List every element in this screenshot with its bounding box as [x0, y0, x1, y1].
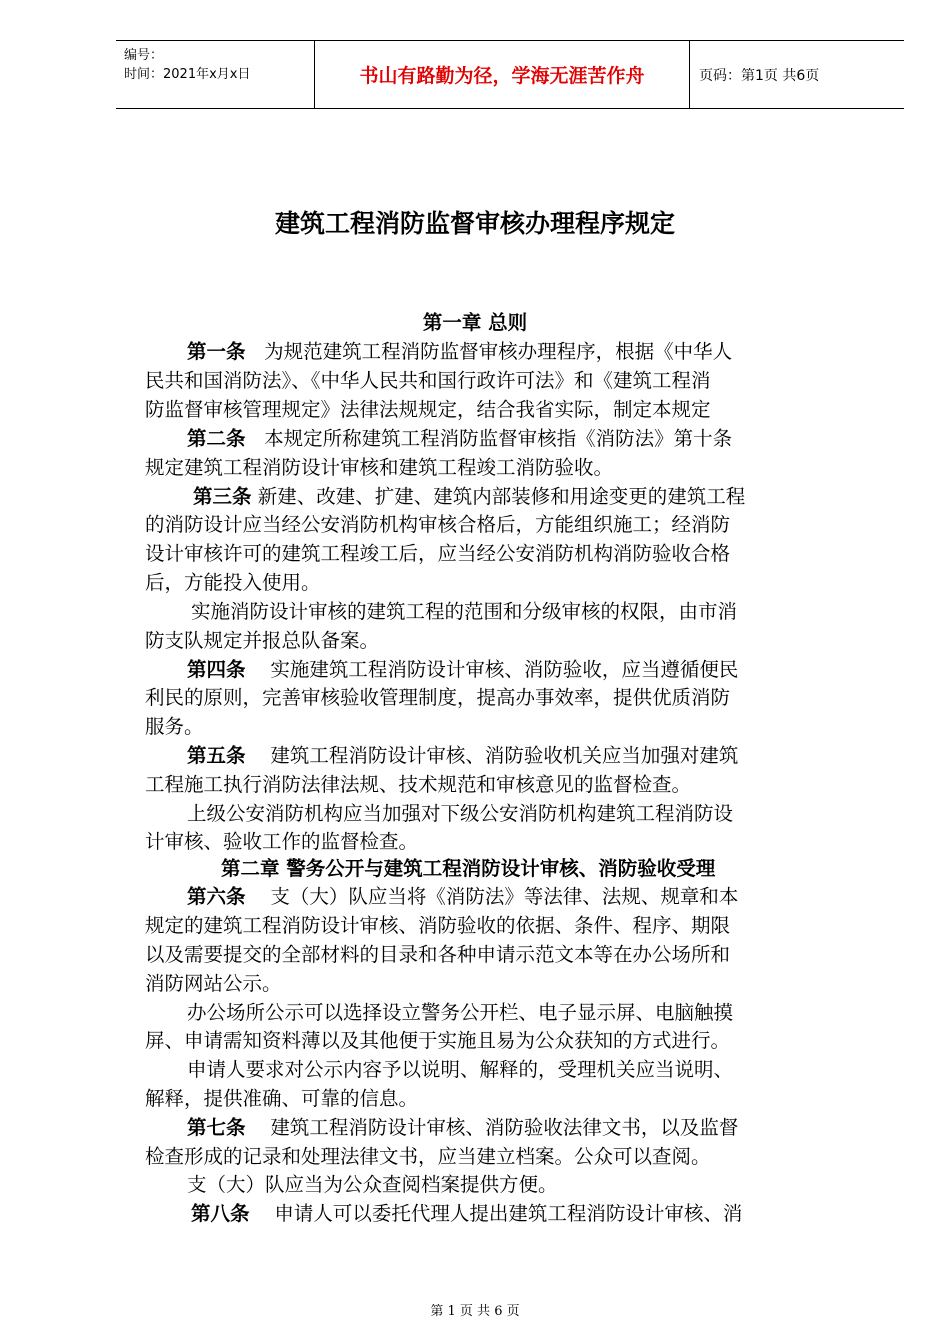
time-label: 时间：2021年x月x日 [124, 67, 251, 82]
article-label: 第八条 [191, 1202, 250, 1225]
page-footer: 第 1 页 共 6 页 [430, 1304, 520, 1319]
article-4-line-3: 服务。 [145, 715, 204, 738]
article-1-line-1 [187, 339, 732, 365]
article-4-line-2: 利民的原则，完善审核验收管理制度，提高办事效率，提供优质消防 [145, 686, 731, 709]
article-5-para-2-line-2: 计审核、验收工作的监督检查。 [145, 830, 419, 853]
article-text: 支（大）队应当将《消防法》等法律、法规、规章和本 [270, 885, 739, 908]
article-3-para-2-line-1: 实施消防设计审核的建筑工程的范围和分级审核的权限，由市消 [191, 600, 738, 623]
article-6-line-4: 消防网站公示。 [145, 972, 282, 995]
article-2-line-1 [187, 426, 732, 452]
article-label: 第五条 [187, 744, 246, 767]
article-6-para-3-line-1: 申请人要求对公示内容予以说明、解释的，受理机关应当说明、 [187, 1058, 734, 1081]
article-6-para-3-line-2: 解释，提供准确、可靠的信息。 [145, 1087, 419, 1110]
article-6-line-2: 规定的建筑工程消防设计审核、消防验收的依据、条件、程序、期限 [145, 914, 731, 937]
article-3-line-2: 的消防设计应当经公安消防机构审核合格后，方能组织施工；经消防 [145, 513, 731, 536]
article-5-line-1 [187, 743, 738, 769]
header-page-info: 页码：第1页 共6页 [699, 67, 820, 84]
article-text: 建筑工程消防设计审核、消防验收法律文书，以及监督 [270, 1116, 739, 1139]
article-text: 新建、改建、扩建、建筑内部装修和用途变更的建筑工程 [257, 485, 746, 508]
article-7-line-2: 检查形成的记录和处理法律文书，应当建立档案。公众可以查阅。 [145, 1145, 711, 1168]
article-text: 本规定所称建筑工程消防监督审核指《消防法》第十条 [264, 427, 733, 450]
article-label: 第七条 [187, 1116, 246, 1139]
article-text: 申请人可以委托代理人提出建筑工程消防设计审核、消 [274, 1202, 743, 1225]
article-label: 第六条 [187, 885, 246, 908]
article-text: 建筑工程消防设计审核、消防验收机关应当加强对建筑 [270, 744, 739, 767]
article-2-line-2: 规定建筑工程消防设计审核和建筑工程竣工消防验收。 [145, 456, 614, 479]
article-4-line-1 [187, 657, 738, 683]
article-label: 第一条 [187, 340, 246, 363]
document-title: 建筑工程消防监督审核办理程序规定 [274, 209, 675, 238]
chapter-heading: 第一章 总则 [422, 311, 528, 334]
article-7-line-1 [187, 1115, 738, 1141]
header-meta-cell [116, 41, 315, 108]
article-label: 第四条 [187, 658, 246, 681]
document-header [116, 40, 904, 109]
article-1-line-3: 防监督审核管理规定》法律法规规定，结合我省实际，制定本规定 [145, 398, 711, 421]
article-3-para-2-line-2: 防支队规定并报总队备案。 [145, 629, 380, 652]
article-text: 实施建筑工程消防设计审核、消防验收，应当遵循便民 [270, 658, 739, 681]
article-8-line-1 [191, 1201, 742, 1227]
article-6-line-1 [187, 884, 738, 910]
article-label: 第三条 [193, 485, 252, 508]
article-label: 第二条 [187, 427, 246, 450]
article-5-para-2-line-1: 上级公安消防机构应当加强对下级公安消防机构建筑工程消防设 [187, 802, 734, 825]
header-motto: 书山有路勤为径，学海无涯苦作舟 [315, 41, 690, 108]
number-label: 编号： [124, 48, 164, 63]
article-7-para-2-line-1: 支（大）队应当为公众查阅档案提供方便。 [187, 1173, 558, 1196]
article-6-line-3: 以及需要提交的全部材料的目录和各种申请示范文本等在办公场所和 [145, 943, 731, 966]
article-3-line-3: 设计审核许可的建筑工程竣工后，应当经公安消防机构消防验收合格 [145, 542, 731, 565]
article-text: 为规范建筑工程消防监督审核办理程序，根据《中华人 [264, 340, 733, 363]
chapter-heading: 第二章 警务公开与建筑工程消防设计审核、消防验收受理 [221, 857, 716, 880]
article-6-para-2-line-1: 办公场所公示可以选择设立警务公开栏、电子显示屏、电脑触摸 [187, 1001, 734, 1024]
article-3-line-4: 后，方能投入使用。 [145, 571, 321, 594]
article-5-line-2: 工程施工执行消防法律法规、技术规范和审核意见的监督检查。 [145, 773, 692, 796]
article-1-line-2: 民共和国消防法》、《中华人民共和国行政许可法》和《建筑工程消 [145, 369, 711, 392]
article-3-line-1 [193, 484, 745, 510]
article-6-para-2-line-2: 屏、申请需知资料薄以及其他便于实施且易为公众获知的方式进行。 [145, 1029, 731, 1052]
